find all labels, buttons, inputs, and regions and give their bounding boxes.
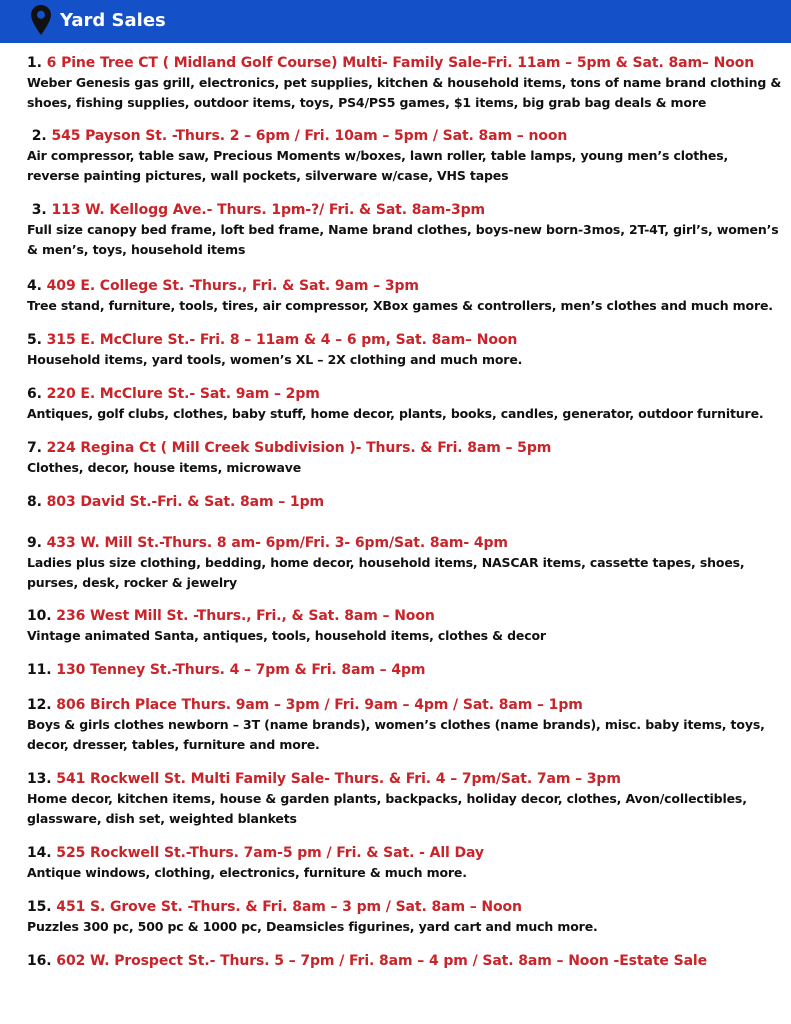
item-description: Tree stand, furniture, tools, tires, air compressor, XBox games & controllers, men’s clothes and much more. bbox=[27, 298, 773, 313]
item-number: 1. bbox=[27, 55, 42, 71]
item-number: 2. bbox=[31, 128, 47, 144]
item-title: 602 W. Prospect St.- Thurs. 5 – 7pm / Fri. 8am – 4 pm / Sat. 8am – Noon -Estate Sale bbox=[56, 953, 708, 969]
list-item bbox=[27, 200, 783, 260]
item-title: 409 E. College St. -Thurs., Fri. & Sat. 9am – 3pm bbox=[46, 278, 419, 294]
item-number: 7. bbox=[27, 440, 42, 456]
item-title: 525 Rockwell St.-Thurs. 7am-5 pm / Fri. & Sat. - All Day bbox=[56, 845, 484, 861]
item-title: 451 S. Grove St. -Thurs. & Fri. 8am – 3 pm / Sat. 8am – Noon bbox=[56, 899, 522, 915]
item-description: Boys & girls clothes newborn – 3T (name brands), women’s clothes (name brands), misc. baby items, toys, decor, dresser, tables, furniture and more. bbox=[27, 717, 765, 752]
item-description: Antiques, golf clubs, clothes, baby stuff, home decor, plants, books, candles, generator, outdoor furniture. bbox=[27, 406, 764, 421]
item-number: 5. bbox=[27, 332, 42, 348]
item-description: Full size canopy bed frame, loft bed frame, Name brand clothes, boys-new born-3mos, 2T-4T, girl’s, women’s & men’s, toys, household items bbox=[27, 222, 779, 257]
map-pin-icon bbox=[31, 5, 51, 35]
item-title: 545 Payson St. -Thurs. 2 – 6pm / Fri. 10am – 5pm / Sat. 8am – noon bbox=[51, 128, 568, 144]
item-description: Home decor, kitchen items, house & garden plants, backpacks, holiday decor, clothes, Avon/collectibles, glassware, dish set, weighted blankets bbox=[27, 791, 747, 826]
list-item bbox=[27, 843, 783, 883]
item-title: 806 Birch Place Thurs. 9am – 3pm / Fri. 9am – 4pm / Sat. 8am – 1pm bbox=[56, 697, 583, 713]
item-number: 11. bbox=[27, 662, 52, 678]
item-description: Weber Genesis gas grill, electronics, pet supplies, kitchen & household items, tons of name brand clothing & shoes, fishing supplies, outdoor items, toys, PS4/PS5 games, $1 items, big grab bag deals & more bbox=[27, 75, 782, 110]
item-description: Clothes, decor, house items, microwave bbox=[27, 460, 302, 475]
page-header bbox=[0, 0, 791, 43]
item-number: 14. bbox=[27, 845, 52, 861]
list-item bbox=[27, 533, 783, 593]
item-number: 12. bbox=[27, 697, 52, 713]
item-number: 4. bbox=[27, 278, 42, 294]
item-number: 3. bbox=[31, 202, 47, 218]
item-number: 16. bbox=[27, 953, 52, 969]
item-title: 113 W. Kellogg Ave.- Thurs. 1pm-?/ Fri. & Sat. 8am-3pm bbox=[51, 202, 486, 218]
list-item bbox=[27, 695, 783, 755]
item-title: 236 West Mill St. -Thurs., Fri., & Sat. 8am – Noon bbox=[56, 608, 435, 624]
item-title: 803 David St.-Fri. & Sat. 8am – 1pm bbox=[46, 494, 324, 510]
item-title: 6 Pine Tree CT ( Midland Golf Course) Multi- Family Sale-Fri. 11am – 5pm & Sat. 8am– Noon bbox=[46, 55, 755, 71]
item-title: 224 Regina Ct ( Mill Creek Subdivision )- Thurs. & Fri. 8am – 5pm bbox=[46, 440, 552, 456]
item-description: Antique windows, clothing, electronics, furniture & much more. bbox=[27, 865, 467, 880]
item-title: 130 Tenney St.-Thurs. 4 – 7pm & Fri. 8am – 4pm bbox=[56, 662, 426, 678]
list-item bbox=[27, 330, 783, 370]
item-title: 541 Rockwell St. Multi Family Sale- Thurs. & Fri. 4 – 7pm/Sat. 7am – 3pm bbox=[56, 771, 621, 787]
list-item bbox=[27, 897, 783, 937]
list-item bbox=[27, 660, 783, 680]
item-number: 8. bbox=[27, 494, 42, 510]
item-number: 15. bbox=[27, 899, 52, 915]
item-description: Vintage animated Santa, antiques, tools, household items, clothes & decor bbox=[27, 628, 546, 643]
item-description: Ladies plus size clothing, bedding, home decor, household items, NASCAR items, cassette tapes, shoes, purses, desk, rocker & jewelry bbox=[27, 555, 745, 590]
item-description: Air compressor, table saw, Precious Moments w/boxes, lawn roller, table lamps, young men’s clothes, reverse painting pictures, wall pockets, silverware w/case, VHS tapes bbox=[27, 148, 729, 183]
list-item bbox=[27, 126, 783, 186]
item-title: 220 E. McClure St.- Sat. 9am – 2pm bbox=[46, 386, 320, 402]
item-number: 13. bbox=[27, 771, 52, 787]
item-number: 6. bbox=[27, 386, 42, 402]
list-item bbox=[27, 438, 783, 478]
item-number: 9. bbox=[27, 535, 42, 551]
item-title: 315 E. McClure St.- Fri. 8 – 11am & 4 – 6 pm, Sat. 8am– Noon bbox=[46, 332, 518, 348]
list-item bbox=[27, 492, 783, 512]
list-item bbox=[27, 384, 783, 424]
item-number: 10. bbox=[27, 608, 52, 624]
list-item bbox=[27, 276, 783, 316]
list-item bbox=[27, 769, 783, 829]
item-title: 433 W. Mill St.-Thurs. 8 am- 6pm/Fri. 3- 6pm/Sat. 8am- 4pm bbox=[46, 535, 508, 551]
list-item bbox=[27, 951, 783, 971]
list-item bbox=[27, 606, 783, 646]
list-item bbox=[27, 53, 783, 113]
page-title: Yard Sales bbox=[60, 10, 166, 31]
item-description: Puzzles 300 pc, 500 pc & 1000 pc, Deamsicles figurines, yard cart and much more. bbox=[27, 919, 598, 934]
item-description: Household items, yard tools, women’s XL – 2X clothing and much more. bbox=[27, 352, 523, 367]
